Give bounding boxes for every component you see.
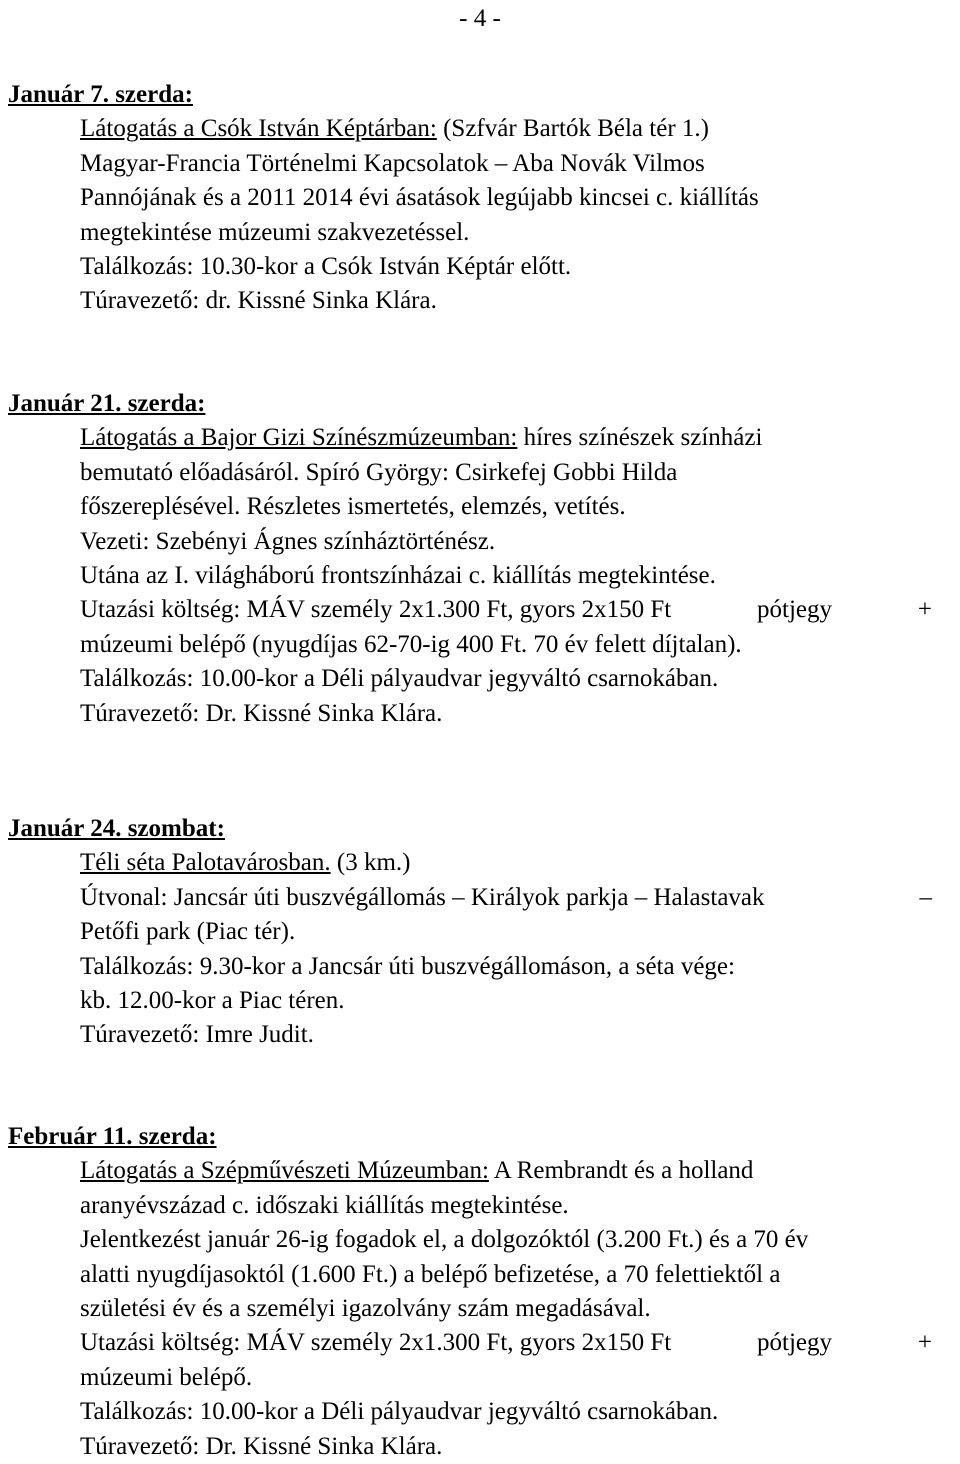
event-line: Találkozás: 10.00-kor a Déli pályaudvar jegyváltó csarnokában. xyxy=(80,1398,719,1426)
page-number: - 4 - xyxy=(459,5,501,32)
event-line: Túravezető: Imre Judit. xyxy=(80,1021,314,1049)
event-venue-line xyxy=(8,846,948,880)
event-cost-text: pótjegy xyxy=(757,596,833,624)
event-line: főszereplésével. Részletes ismertetés, elemzés, vetítés. xyxy=(80,493,626,521)
event-line: Petőfi park (Piac tér). xyxy=(80,918,296,946)
event-venue-rest: (3 km.) xyxy=(330,849,411,877)
event-line: Utána az I. világháború frontszínházai c. kiállítás megtekintése. xyxy=(80,562,716,590)
event-cost-text: Utazási költség: MÁV személy 2x1.300 Ft, gyors 2x150 Ft xyxy=(80,1329,672,1357)
event-route-text: – xyxy=(919,883,932,911)
event-heading: Január 7. szerda: xyxy=(8,81,193,108)
event-line: Túravezető: Dr. Kissné Sinka Klára. xyxy=(80,699,443,727)
event-line: Jelentkezést január 26-ig fogadok el, a dolgozóktól (3.200 Ft.) és a 70 év xyxy=(80,1226,809,1254)
event-heading: Február 11. szerda: xyxy=(8,1123,217,1150)
event-venue-line xyxy=(8,421,948,455)
event-venue-line xyxy=(8,1154,948,1188)
event-line: Túravezető: dr. Kissné Sinka Klára. xyxy=(80,287,437,315)
event-heading: Január 21. szerda: xyxy=(8,390,206,417)
event-january-7 xyxy=(8,78,948,319)
event-january-21 xyxy=(8,387,948,731)
event-line: múzeumi belépő. xyxy=(80,1363,253,1391)
event-cost-text: + xyxy=(917,596,932,624)
event-january-24 xyxy=(8,812,948,1053)
event-venue-rest: (Szfvár Bartók Béla tér 1.) xyxy=(436,115,709,143)
event-line: születési év és a személyi igazolvány szám megadásával. xyxy=(80,1295,651,1323)
event-cost-text: pótjegy xyxy=(757,1329,833,1357)
event-line: aranyévszázad c. időszaki kiállítás megtekintése. xyxy=(80,1191,569,1219)
event-line: kb. 12.00-kor a Piac téren. xyxy=(80,987,345,1015)
event-venue: Látogatás a Csók István Képtárban: xyxy=(80,115,437,143)
event-line: alatti nyugdíjasoktól (1.600 Ft.) a belépő befizetése, a 70 felettiektől a xyxy=(80,1260,781,1288)
event-line: múzeumi belépő (nyugdíjas 62-70-ig 400 Ft. 70 év felett díjtalan). xyxy=(80,630,742,658)
event-route-line xyxy=(8,881,948,915)
event-venue-rest: A Rembrandt és a holland xyxy=(488,1157,754,1185)
event-line: Vezeti: Szebényi Ágnes színháztörténész. xyxy=(80,527,496,555)
event-line: bemutató előadásáról. Spíró György: Csirkefej Gobbi Hilda xyxy=(80,458,678,486)
event-february-11 xyxy=(8,1120,948,1464)
event-line: Találkozás: 9.30-kor a Jancsár úti buszvégállomáson, a séta vége: xyxy=(80,952,735,980)
event-cost-line xyxy=(8,1326,948,1360)
event-venue-rest: híres színészek színházi xyxy=(517,424,763,452)
event-heading: Január 24. szombat: xyxy=(8,815,225,842)
event-line: Túravezető: Dr. Kissné Sinka Klára. xyxy=(80,1432,443,1460)
event-venue: Téli séta Palotavárosban. xyxy=(80,849,331,877)
event-venue-line xyxy=(8,112,948,146)
event-line: Magyar-Francia Történelmi Kapcsolatok – Aba Novák Vilmos xyxy=(80,149,705,177)
event-line: Pannójának és a 2011 2014 évi ásatások legújabb kincsei c. kiállítás xyxy=(80,184,759,212)
event-venue: Látogatás a Szépművészeti Múzeumban: xyxy=(80,1157,489,1185)
event-cost-line xyxy=(8,593,948,627)
event-route-text: Útvonal: Jancsár úti buszvégállomás – Királyok parkja – Halastavak xyxy=(80,883,765,911)
event-cost-text: Utazási költség: MÁV személy 2x1.300 Ft, gyors 2x150 Ft xyxy=(80,596,672,624)
event-line: Találkozás: 10.30-kor a Csók István Képtár előtt. xyxy=(80,253,572,281)
event-cost-text: + xyxy=(917,1329,932,1357)
event-line: megtekintése múzeumi szakvezetéssel. xyxy=(80,218,470,246)
event-venue: Látogatás a Bajor Gizi Színészmúzeumban: xyxy=(80,424,518,452)
event-line: Találkozás: 10.00-kor a Déli pályaudvar jegyváltó csarnokában. xyxy=(80,665,719,693)
